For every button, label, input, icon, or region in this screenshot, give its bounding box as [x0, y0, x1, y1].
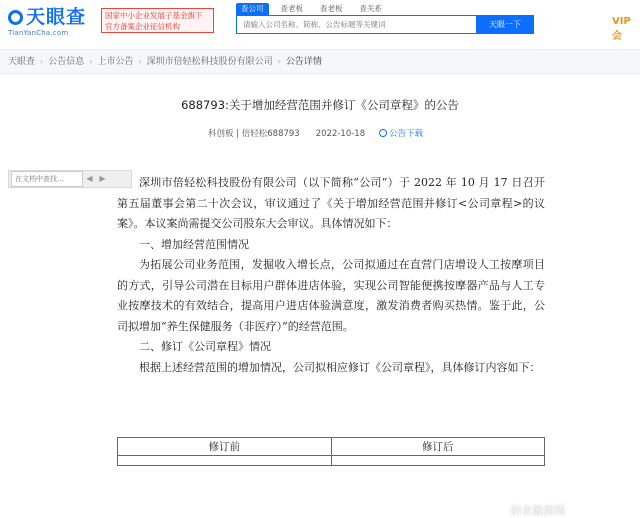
breadcrumb-item-company[interactable]: 深圳市倍轻松科技股份有限公司: [146, 57, 273, 67]
vip-link[interactable]: VIP会: [612, 16, 631, 42]
document-body: [117, 173, 545, 378]
breadcrumb-separator: ›: [138, 57, 142, 66]
announcement-document: [0, 75, 640, 517]
search-tabs: [236, 3, 394, 15]
download-button[interactable]: [379, 129, 423, 139]
breadcrumb-separator: ›: [89, 57, 93, 66]
search-input[interactable]: [236, 15, 476, 34]
doc-find-input[interactable]: [11, 171, 83, 187]
tab-relation[interactable]: 查关系: [359, 4, 382, 13]
breadcrumb-item-announcements[interactable]: 公告信息: [48, 57, 85, 67]
eye-icon: [8, 10, 23, 25]
search-button[interactable]: 天眼一下: [476, 15, 534, 34]
breadcrumb-item-listed[interactable]: 上市公告: [97, 57, 134, 67]
find-next-icon[interactable]: ▶: [99, 174, 106, 183]
announcement-meta: [208, 127, 423, 139]
doc-find-toolbar: [8, 170, 132, 188]
breadcrumb-separator: ›: [40, 57, 44, 66]
board-label: 科创板 | 倍轻松688793: [208, 129, 300, 139]
tab-boss-2[interactable]: 查老板: [320, 4, 343, 13]
download-label: 公告下载: [389, 129, 424, 139]
section-heading-1: 一、增加经营范围情况: [139, 237, 249, 251]
official-badge: [101, 8, 214, 33]
col-header-after: 修订后: [331, 438, 545, 456]
publish-date: 2022-10-18: [315, 129, 366, 139]
logo-subtitle: TianYanCha.com: [8, 29, 69, 37]
paragraph-intro: 深圳市倍轻松科技股份有限公司（以下简称“公司”）于 2022 年 10 月 17 日召开第五届董事会第二十次会议，审议通过了《关于增加经营范围并修订<公司章程>的议案》。本议案尚需提交公司股东大会审议。具体情况如下：: [117, 176, 545, 230]
table-cell: [331, 456, 545, 466]
tab-boss[interactable]: 查老板: [280, 4, 303, 13]
badge-line-2: 官方备案企业征信机构: [105, 22, 180, 31]
badge-line-1: 国家中小企业发展子基金旗下: [105, 11, 203, 20]
table-cell: [118, 456, 332, 466]
top-header: [0, 0, 640, 50]
breadcrumb: [0, 50, 640, 74]
revision-table: [117, 437, 545, 466]
download-icon: [379, 129, 387, 137]
tab-company[interactable]: 查公司: [236, 3, 269, 15]
logo-text: 天眼查: [26, 6, 87, 28]
section-heading-2: 二、修订《公司章程》情况: [139, 340, 271, 353]
col-header-before: 修订前: [118, 438, 332, 456]
find-prev-icon[interactable]: ◀: [86, 174, 93, 183]
page-title: 688793:关于增加经营范围并修订《公司章程》的公告: [181, 98, 459, 112]
breadcrumb-current: 公告详情: [285, 57, 322, 67]
paragraph-revision: 根据上述经营范围的增加情况，公司拟相应修订《公司章程》，具体修订内容如下：: [139, 360, 541, 374]
watermark: 创业最前线: [510, 504, 565, 517]
breadcrumb-separator: ›: [277, 57, 281, 66]
tianyancha-logo[interactable]: [8, 6, 98, 42]
paragraph-scope: 为拓展公司业务范围，发掘收入增长点，公司拟通过在直营门店增设人工按摩项目的方式，引导公司潜在目标用户群体进店体验，实现公司智能便携按摩器产品与人工专业按摩技术的有效结合，提高用户进店体验满意度，激发消费者购买热情。鉴于此，公司拟增加“养生保健服务（非医疗）”的经营范围。: [117, 258, 545, 333]
breadcrumb-item-home[interactable]: 天眼查: [8, 57, 36, 67]
